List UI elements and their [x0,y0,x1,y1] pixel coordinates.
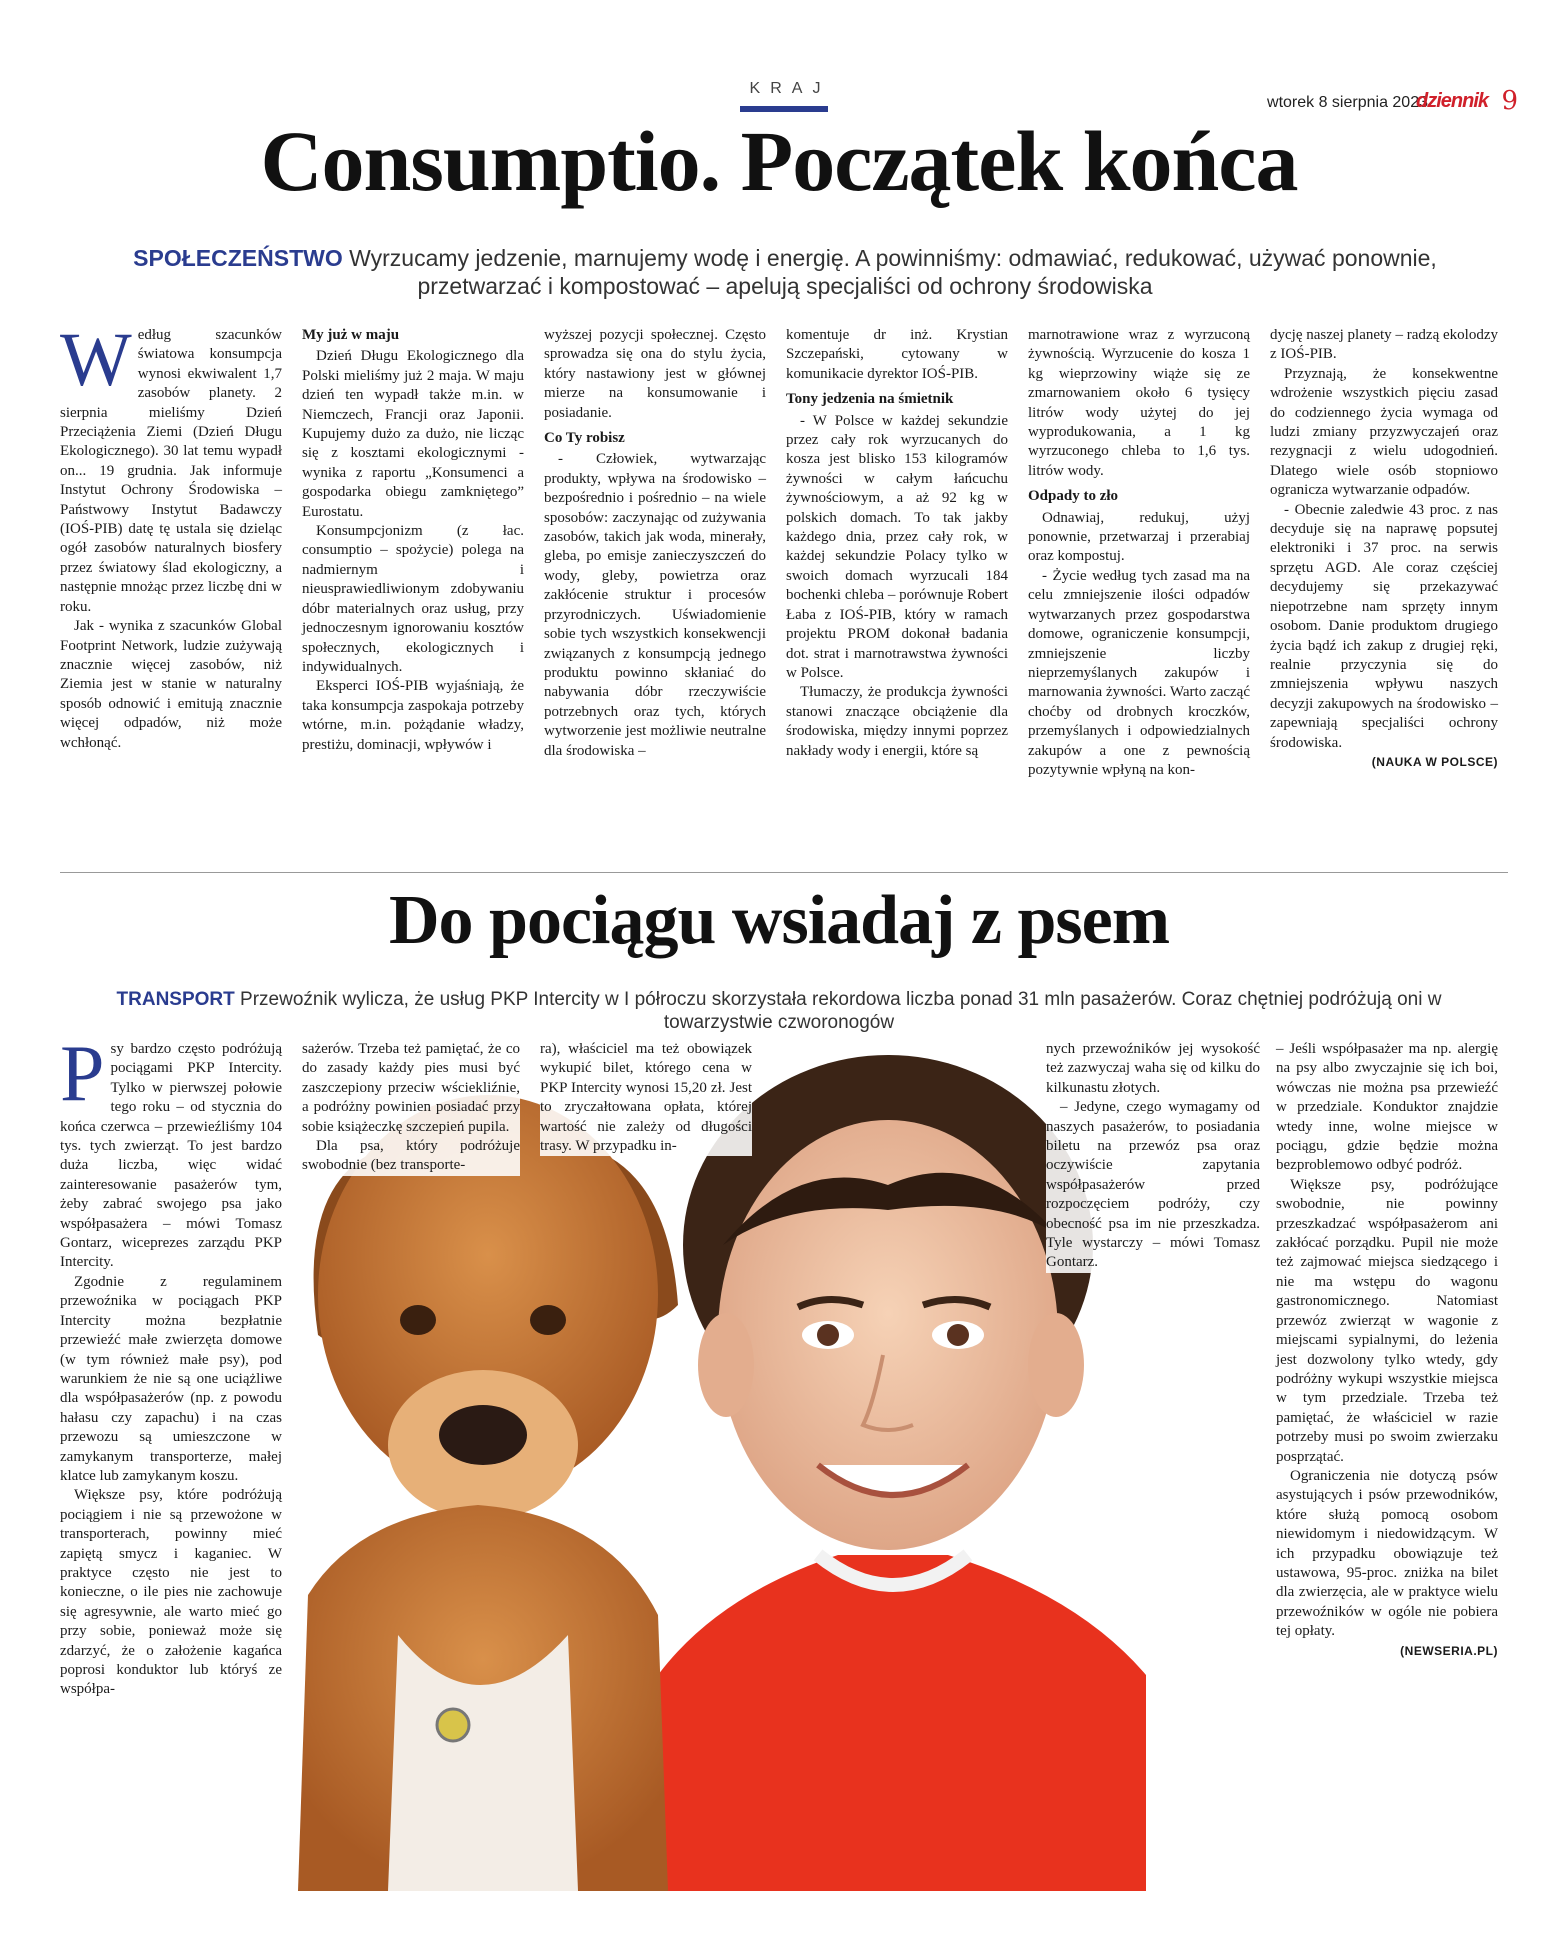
paragraph: - Życie według tych zasad ma na celu zmniejszenie ilości odpadów wytwarzanych przez gospodarstwa domowe, ograniczenie konsumpcji, zmniejszenie liczby nieprzemyślanych zakupów i marnowania żywności. Warto zacząć choćby od drobnych kroczków, przemyślanych i odpowiedzialnych zakupów a one z pewnością pozytywnie wpłyną na kon- [1028,567,1250,778]
paragraph: Większe psy, podróżujące swobodnie, nie powinny przeszkadzać współpasażerom ani zakłócać porządku. Pupil nie może też zajmować miejsca siedzącego i nie ma wstępu do wagonu gastronomicznego. Natomiast przewóz zwierząt w wagonie z miejscami sypialnymi, do leżenia jest dozwolony tylko wtedy, gdy podróżny wykupi wszystkie miejsca w tym przedziale. Trzeba też pamiętać, że właściciel w razie potrzeby musi po swoim zwierzaku posprzątać. [1276,1176,1498,1465]
newspaper-logo: dziennik [1415,90,1488,112]
article2-headline: Do pociągu wsiadaj z psem [388,882,1170,959]
section-label: KRAJ [749,80,831,97]
dog-eye [400,1305,436,1335]
paragraph: Odnawiaj, redukuj, użyj ponownie, przetwarzaj i przerabiaj oraz kompostuj. [1028,509,1250,565]
subheading: Co Ty robisz [544,430,625,447]
dog-nose [439,1405,527,1465]
article1-tag: SPOŁECZEŃSTWO [133,245,343,271]
article1-column-1 [60,318,282,753]
paragraph: wyższej pozycji społecznej. Często sprowadza się ona do stylu życia, który nastawiony jest w głównej mierze na konsumowanie i posiadanie. [544,327,766,421]
paragraph: ra), właściciel ma też obowiązek wykupić bilet, którego cena w PKP Intercity wynosi 15,20 zł. Jest to zryczałtowana opłata, której wartość nie zależy od długości trasy. W przypadku in- [540,1041,752,1155]
article2-credit: (NEWSERIA.PL) [1400,1643,1498,1658]
paragraph: Tłumaczy, że produkcja żywności stanowi znaczące obciążenie dla środowiska, między innymi poprzez nakłady wody i energii, które są [786,684,1008,759]
article1-column-3 [544,326,766,761]
article1-lead-text: Wyrzucamy jedzenie, marnujemy wodę i energię. A powinniśmy: odmawiać, redukować, używać ponownie, przetwarzać i kompostować – apelują specjaliści od ochrony środowiska [349,245,1437,300]
article1-column-6 [1270,326,1498,772]
paragraph: edług szacunków światowa konsumpcja wynosi ekwiwalent 1,7 zasobów planety. 2 sierpnia mieliśmy Dzień Przeciążenia Ziemi (Dzień Długu Ekologicznego). 30 lat temu wypadł on... 19 grudnia. Jak informuje Instytut Ochrony Środowiska – Państwowy Instytut Badawczy (IOŚ-PIB) datę tę ustala się dzieląc ogół zasobów naturalnych biosfery przez światowy ślad ekologiczny, a następnie mnożąc przez liczbę dni w roku. [60,327,282,615]
subheading: Tony jedzenia na śmietnik [786,391,954,408]
dog-eye [530,1305,566,1335]
paragraph: Zgodnie z regulaminem przewoźnika w pociągach PKP Intercity można bezpłatnie przewieźć małe zwierzęta domowe (w tym również małe psy), pod warunkiem że nie są one uciążliwe dla współpasażerów (np. z powodu hałasu czy zapachu) i na czas przewozu są umieszczone w zamykanym transporterze, małej klatce lub zamykanym koszu. [60,1273,282,1484]
paragraph: – Jeśli współpasażer ma np. alergię na psy albo zwyczajnie się ich boi, wówczas nie można psa przewieźć w przedziale. Konduktor znajdzie wtedy inne, wolne miejsce w pociągu, gdzie będzie można bezproblemowo odbyć podróż. [1276,1041,1498,1174]
paragraph: Ograniczenia nie dotyczą psów asystujących i psów przewodników, które służą pomocą osobom niewidomym i niedowidzącym. W ich przypadku obowiązuje też ustawowa, 95-proc. zniżka na bilet dla zwierzęcia, ale w praktyce wielu przewoźników w ogóle nie pobiera tej opłaty. [1276,1467,1498,1640]
article-divider [60,872,1508,873]
paragraph: Dzień Długu Ekologicznego dla Polski mieliśmy już 2 maja. W maju dzień ten wypadł także m.in. w Niemczech, Francji oraz Japonii. Kupujemy dużo za dużo, nie licząc się z kosztami ekologicznymi - wynika z raportu „Konsumenci a gospodarka obiegu zamkniętego” Eurostatu. [302,348,524,520]
dog-tag [437,1709,469,1741]
paragraph: Jak - wynika z szacunków Global Footprint Network, ludzie zużywają znacznie więcej zasobów, niż Ziemia jest w stanie w naturalny sposób odnowić i emitują znacznie więcej odpadów, niż może wchłonąć. [60,618,282,751]
article2-column-5 [1276,1040,1498,1661]
paragraph: dycję naszej planety – radzą ekolodzy z IOŚ-PIB. [1270,327,1498,363]
paragraph: - Obecnie zaledwie 43 proc. z nas decyduje się na naprawę popsutej elektroniki i 37 proc. na serwis sprzętu AGD. Ale coraz częściej decydujemy się przekazywać niepotrzebne nam sprzęty innym osobom. Danie produktom drugiego życia bądź ich zakup z drugiej ręki, realnie przyczynia się do zmniejszenia wpływu naszych decyzji zakupowych na środowisko – zapewniają specjaliści ochrony środowiska. [1270,501,1498,751]
section-underline [740,106,828,112]
boy-ear [1028,1313,1084,1417]
subheading: My już w maju [302,327,400,343]
article2-lead [70,988,1488,1034]
subheading: Odpady to zło [1028,488,1119,505]
paragraph: komentuje dr inż. Krystian Szczepański, cytowany w komunikacie dyrektor IOŚ-PIB. [786,327,1008,382]
paragraph: Dla psa, który podróżuje swobodnie (bez transporte- [302,1138,520,1174]
paragraph: sażerów. Trzeba też pamiętać, że co do zasady każdy pies musi być zaszczepiony przeciw wściekliźnie, a podróżny powinien posiadać przy sobie książeczkę szczepień pupila. [302,1041,520,1135]
article2-column-3 [540,1040,752,1156]
article2-lead-text: Przewoźnik wylicza, że usług PKP Intercity w I półroczu skorzystała rekordowa liczba ponad 31 mln pasażerów. Coraz chętniej podróżują oni w towarzystwie czworonogów [240,989,1442,1034]
paragraph: – Jedyne, czego wymagamy od naszych pasażerów, to posiadania biletu na przewóz psa oraz oczywiście zapytania współpasażerów przed rozpoczęciem podróży, czy obecność psa im nie przeszkadza. Tyle wystarczy – mówi Tomasz Gontarz. [1046,1099,1260,1271]
article2-column-2 [302,1040,520,1176]
paragraph: nych przewoźników jej wysokość też zazwyczaj waha się od kilku do kilkunastu złotych. [1046,1041,1260,1096]
paragraph: - Człowiek, wytwarzając produkty, wpływa na środowisko – bezpośrednio i pośrednio – na wiele sposobów: zaczynając od zużywania zasobów, takich jak woda, minerały, gleba, po emisje zanieczyszczeń do wody, gleby, powietrza oraz zakłócenie struktur i procesów przyrodniczych. Uświadomienie sobie tych wszystkich konsekwencji związanych z konsumpcją jednego produktu powinno skłaniać do nabywania dóbr rzeczywiście potrzebnych oraz tych, których wytworzenie jest możliwie neutralne dla środowiska – [544,451,766,759]
boy-shirt [658,1555,1146,1891]
dropcap: P [60,1030,105,1118]
paragraph: Konsumpcjonizm (z łac. consumptio – spożycie) polega na nadmiernym i nieusprawiedliwionym zdobywaniu dóbr materialnych oraz usług, przy jednoczesnym ignorowaniu kosztów społecznych, ekologicznych i indywidualnych. [302,523,524,675]
paragraph: Większe psy, które podróżują pociągiem i nie są przewożone w transporterach, powinny mieć zapiętą smycz i kaganiec. W praktyce często nie jest to konieczne, o ile pies nie zachowuje się agresywnie, ale warto mieć go przy sobie, ponieważ może się zdarzyć, że o założenie kagańca poprosi konduktor lub któryś ze współpa- [60,1487,282,1698]
page-number: 9 [1501,86,1518,116]
paragraph: sy bardzo często podróżują pociągami PKP Intercity. Tylko w pierwszej połowie tego roku – od stycznia do końca czerwca – przewieźliśmy 104 tys. tych zwierząt. To jest bardzo duża liczba, więc widać zainteresowanie pasażerów tym, żeby zabrać swojego psa jako współpasażera – mówi Tomasz Gontarz, wiceprezes zarządu PKP Intercity. [60,1041,282,1271]
article1-column-2 [302,326,524,755]
article1-column-4 [786,326,1008,761]
article1-lead [100,244,1470,300]
issue-date: wtorek 8 sierpnia 2023 [1267,94,1428,111]
article2-column-1 [60,1030,282,1700]
article2-tag: TRANSPORT [116,989,235,1010]
article1-credit: (NAUKA W POLSCE) [1371,754,1498,769]
article1-column-5 [1028,326,1250,780]
paragraph: Przyznają, że konsekwentne wdrożenie wszystkich pięciu zasad do codziennego życia wymaga od ludzi zmiany przyzwyczajeń oraz rezygnacji z wielu udogodnień. Dlatego wiele osób stopniowo ogranicza wytwarzanie odpadów. [1270,365,1498,499]
paragraph: marnotrawione wraz z wyrzuconą żywnością. Wyrzucenie do kosza 1 kg wieprzowiny wiąże się ze zmarnowaniem około 6 tysięcy litrów wody użytej do jej wyprodukowania, a 1 kg wyrzuconego chleba to 1,6 tys. litrów wody. [1028,327,1250,479]
dropcap: W [60,318,132,402]
paragraph: - W Polsce w każdej sekundzie przez cały rok wyrzucanych do kosza jest blisko 153 kilogramów żywności w całym łańcuchu żywnościowym, a aż 92 kg w polskich domach. To tak jakby każdego dnia, przez cały rok, w każdej sekundzie Polacy tylko w swoich domach wyrzucali 184 bochenki chleba – porównuje Robert Łaba z IOŚ-PIB, który w ramach projektu PROM dokonał badania dot. strat i marnotrawstwa żywności w Polsce. [786,412,1008,681]
paragraph: Eksperci IOŚ-PIB wyjaśniają, że taka konsumpcja zaspokaja potrzeby wtórne, m.in. pożądanie władzy, prestiżu, dominacji, wpływów i [302,678,524,753]
article1-headline: Consumptio. Początek końca [260,113,1298,209]
article2-column-4 [1046,1040,1260,1273]
boy-ear [698,1313,754,1417]
